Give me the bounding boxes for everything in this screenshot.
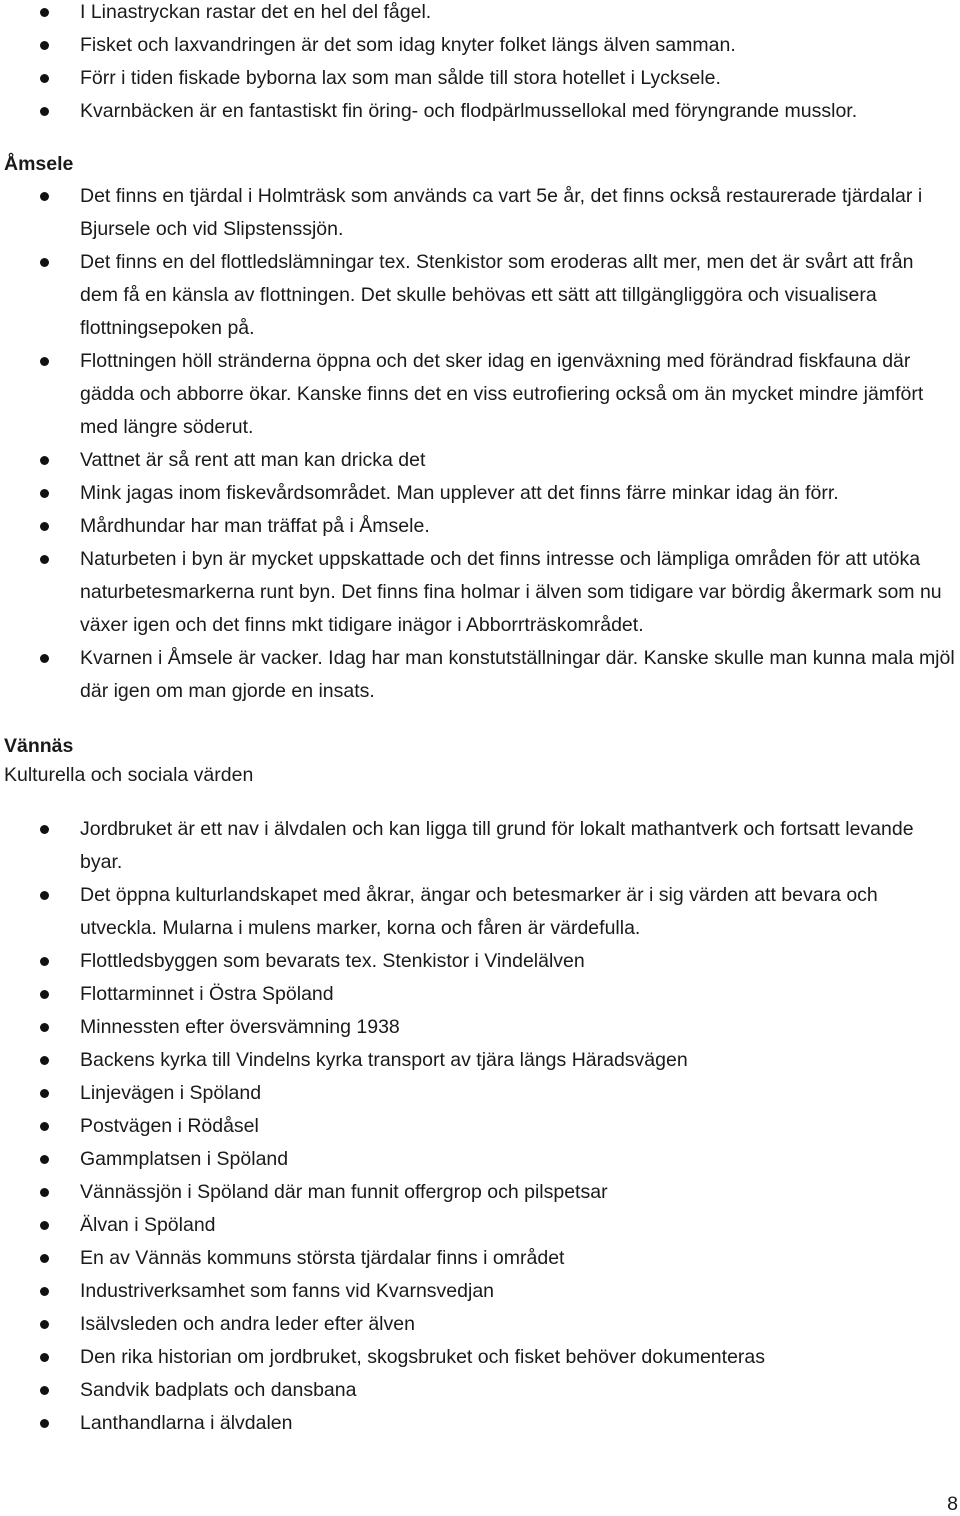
list-item: Sandvik badplats och dansbana: [0, 1374, 960, 1407]
section-heading-vannas: Vännäs: [4, 735, 74, 757]
list-item: Backens kyrka till Vindelns kyrka transport av tjära längs Häradsvägen: [0, 1044, 960, 1077]
list-item: Isälvsleden och andra leder efter älven: [0, 1308, 960, 1341]
list-item: Mink jagas inom fiskevårdsområdet. Man upplever att det finns färre minkar idag än förr.: [0, 477, 960, 510]
list-item: En av Vännäs kommuns största tjärdalar finns i området: [0, 1242, 960, 1275]
intro-bullet-list: [0, 0, 960, 128]
list-item: Det öppna kulturlandskapet med åkrar, ängar och betesmarker är i sig värden att bevara och utveckla. Mularna i mulens marker, korna och fåren är värdefulla.: [0, 879, 960, 945]
list-item: Flottningen höll stränderna öppna och det sker idag en igenväxning med förändrad fiskfauna där gädda och abborre ökar. Kanske finns det en viss eutrofiering också om än mycket mindre jämfört med längre söderut.: [0, 345, 960, 444]
list-item: I Linastryckan rastar det en hel del fågel.: [0, 0, 960, 29]
list-item: Vännässjön i Spöland där man funnit offergrop och pilspetsar: [0, 1176, 960, 1209]
list-item: Gammplatsen i Spöland: [0, 1143, 960, 1176]
list-item: Den rika historian om jordbruket, skogsbruket och fisket behöver dokumenteras: [0, 1341, 960, 1374]
list-item: Mårdhundar har man träffat på i Åmsele.: [0, 510, 960, 543]
list-item: Det finns en tjärdal i Holmträsk som används ca vart 5e år, det finns också restaurerade tjärdalar i Bjursele och vid Slipstenssjön.: [0, 180, 960, 246]
list-item: Vattnet är så rent att man kan dricka det: [0, 444, 960, 477]
amsele-bullet-list: [0, 180, 960, 708]
section-subheading: Kulturella och sociala värden: [4, 764, 254, 786]
list-item: Minnessten efter översvämning 1938: [0, 1011, 960, 1044]
vannas-bullet-list: [0, 813, 960, 1440]
list-item: Kvarnen i Åmsele är vacker. Idag har man konstutställningar där. Kanske skulle man kunna mala mjöl där igen om man gjorde en insats.: [0, 642, 960, 708]
list-item: Flottarminnet i Östra Spöland: [0, 978, 960, 1011]
list-item: Älvan i Spöland: [0, 1209, 960, 1242]
section-heading-amsele: Åmsele: [4, 153, 74, 175]
list-item: Naturbeten i byn är mycket uppskattade och det finns intresse och lämpliga områden för att utöka naturbetesmarkerna runt byn. Det finns fina holmar i älven som tidigare var bördig åkermark som nu växer igen och det finns mkt tidigare inägor i Abborrträskområdet.: [0, 543, 960, 642]
list-item: Lanthandlarna i älvdalen: [0, 1407, 960, 1440]
list-item: Postvägen i Rödåsel: [0, 1110, 960, 1143]
list-item: Linjevägen i Spöland: [0, 1077, 960, 1110]
list-item: Jordbruket är ett nav i älvdalen och kan ligga till grund för lokalt mathantverk och fortsatt levande byar.: [0, 813, 960, 879]
list-item: Flottledsbyggen som bevarats tex. Stenkistor i Vindelälven: [0, 945, 960, 978]
list-item: Industriverksamhet som fanns vid Kvarnsvedjan: [0, 1275, 960, 1308]
list-item: Fisket och laxvandringen är det som idag knyter folket längs älven samman.: [0, 29, 960, 62]
page-number: 8: [947, 1493, 958, 1515]
list-item: Kvarnbäcken är en fantastiskt fin öring- och flodpärlmussellokal med föryngrande musslor.: [0, 95, 960, 128]
list-item: Det finns en del flottledslämningar tex. Stenkistor som eroderas allt mer, men det är svårt att från dem få en känsla av flottningen. Det skulle behövas ett sätt att tillgängliggöra och visualisera flottningsepoken på.: [0, 246, 960, 345]
list-item: Förr i tiden fiskade byborna lax som man sålde till stora hotellet i Lycksele.: [0, 62, 960, 95]
